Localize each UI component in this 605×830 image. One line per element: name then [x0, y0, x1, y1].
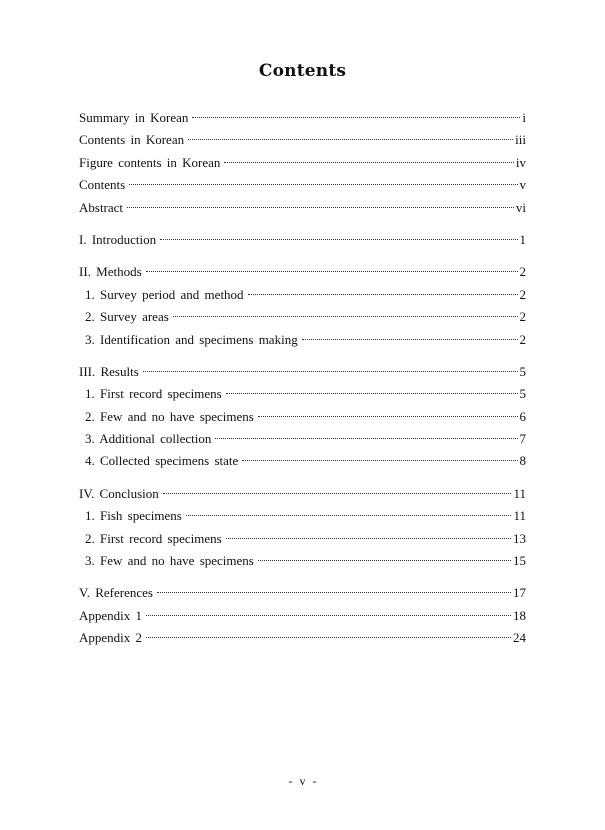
toc-entry-summary-in-korean[interactable]: [79, 107, 526, 129]
section-gap: [79, 219, 526, 229]
toc-entry-conclusion[interactable]: [79, 483, 526, 505]
toc-entry-label: 3. Few and no have specimens: [85, 553, 254, 569]
toc-entry-label: 1. Survey period and method: [85, 286, 244, 302]
toc-entry-label: 3. Additional collection: [85, 431, 212, 447]
toc-entry-figure-contents-in-korean[interactable]: [79, 152, 526, 174]
toc-entry-label: III. Results: [79, 363, 139, 379]
toc-entry-label: IV. Conclusion: [79, 485, 159, 501]
toc-entry-page: 2: [519, 309, 526, 325]
toc-entry-label: I. Introduction: [79, 231, 157, 247]
toc-entry-survey-areas[interactable]: [79, 306, 526, 328]
toc-entry-contents[interactable]: [79, 174, 526, 196]
toc-entry-few-and-no-have-conclusion[interactable]: [79, 550, 526, 572]
toc-entry-page: 11: [513, 508, 526, 524]
section-gap: [79, 351, 526, 361]
table-of-contents: [79, 107, 526, 650]
dot-leader: [224, 161, 513, 163]
toc-entry-label: Contents: [79, 177, 126, 193]
toc-entry-page: 24: [513, 630, 526, 646]
dot-leader: [215, 437, 517, 439]
dot-leader: [248, 293, 518, 295]
toc-entry-page: 5: [519, 363, 526, 379]
toc-entry-additional-collection[interactable]: [79, 428, 526, 450]
toc-entry-page: 5: [519, 386, 526, 402]
toc-entry-label: Summary in Korean: [79, 110, 189, 125]
dot-leader: [186, 514, 512, 516]
toc-entry-page: vi: [515, 199, 526, 215]
toc-entry-page: v: [519, 177, 526, 193]
dot-leader: [226, 392, 518, 394]
page-title: Contents: [258, 61, 347, 81]
toc-entry-contents-in-korean[interactable]: [79, 129, 526, 151]
toc-entry-methods[interactable]: [79, 261, 526, 283]
toc-entry-results[interactable]: [79, 361, 526, 383]
toc-entry-label: 4. Collected specimens state: [85, 453, 239, 469]
toc-entry-label: 2. Survey areas: [85, 309, 169, 325]
toc-entry-page: 7: [519, 431, 526, 447]
section-gap: [79, 251, 526, 261]
toc-entry-label: Abstract: [79, 199, 124, 215]
toc-entry-label: 1. Fish specimens: [85, 508, 182, 524]
toc-entry-few-and-no-have[interactable]: [79, 406, 526, 428]
toc-entry-page: 6: [519, 408, 526, 424]
toc-entry-collected-state[interactable]: [79, 450, 526, 472]
toc-entry-page: 15: [513, 553, 526, 569]
toc-entry-abstract[interactable]: [79, 197, 526, 219]
dot-leader: [258, 415, 518, 417]
dot-leader: [302, 338, 518, 340]
dot-leader: [157, 591, 511, 593]
toc-entry-first-record[interactable]: [79, 383, 526, 405]
toc-entry-label: 1. First record specimens: [85, 386, 222, 402]
toc-entry-page: 2: [519, 331, 526, 347]
toc-entry-introduction[interactable]: [79, 229, 526, 251]
toc-entry-label: 3. Identification and specimens making: [85, 331, 298, 347]
dot-leader: [143, 370, 518, 372]
toc-entry-page: 2: [519, 286, 526, 302]
dot-leader: [192, 116, 520, 118]
dot-leader: [242, 459, 517, 461]
section-gap: [79, 473, 526, 483]
toc-entry-page: 1: [519, 231, 526, 247]
toc-entry-fish-specimens[interactable]: [79, 505, 526, 527]
toc-entry-label: 2. First record specimens: [85, 530, 222, 546]
dot-leader: [129, 183, 517, 185]
page-number-footer: - v -: [288, 774, 317, 788]
toc-entry-identification[interactable]: [79, 329, 526, 351]
toc-entry-survey-period[interactable]: [79, 284, 526, 306]
dot-leader: [146, 270, 518, 272]
dot-leader: [127, 206, 514, 208]
toc-entry-page: 11: [513, 485, 526, 501]
dot-leader: [146, 636, 511, 638]
toc-entry-label: II. Methods: [79, 264, 142, 280]
toc-entry-appendix-1[interactable]: [79, 605, 526, 627]
toc-entry-label: Appendix 2: [79, 630, 143, 646]
toc-entry-label: Appendix 1: [79, 607, 143, 623]
toc-entry-label: V. References: [79, 585, 153, 601]
dot-leader: [226, 537, 511, 539]
toc-entry-page: iv: [515, 154, 526, 170]
dot-leader: [173, 315, 518, 317]
toc-entry-page: 18: [513, 607, 526, 623]
toc-entry-label: 2. Few and no have specimens: [85, 408, 254, 424]
toc-entry-page: 13: [513, 530, 526, 546]
toc-entry-page: iii: [515, 132, 526, 148]
toc-entry-page: 17: [513, 585, 526, 601]
toc-entry-page: i: [522, 110, 526, 125]
toc-entry-first-record-conclusion[interactable]: [79, 528, 526, 550]
toc-entry-page: 2: [519, 264, 526, 280]
dot-leader: [258, 559, 511, 561]
toc-entry-page: 8: [519, 453, 526, 469]
dot-leader: [160, 238, 517, 240]
toc-entry-references[interactable]: [79, 582, 526, 604]
toc-entry-appendix-2[interactable]: [79, 627, 526, 649]
dot-leader: [163, 492, 512, 494]
toc-entry-label: Figure contents in Korean: [79, 154, 221, 170]
toc-entry-label: Contents in Korean: [79, 132, 185, 148]
dot-leader: [146, 614, 511, 616]
section-gap: [79, 572, 526, 582]
dot-leader: [188, 138, 513, 140]
